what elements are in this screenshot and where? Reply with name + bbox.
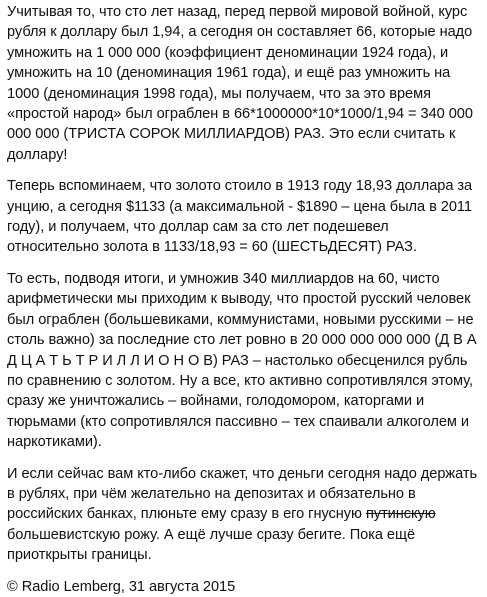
paragraph-1: Учитывая то, что сто лет назад, перед первой мировой войной, курс рубля к доллару был 1,94, а сегодня он составляет 66, которые надо умножить на 1 000 000 (коэффициент деноминации 1924 года), и умножить на 10 (деноминация 1961 года), и ещё раз умножить на 1000 (деноминация 1998 года), мы получаем, что за это время «простой народ» был ограблен в 66*1000000*10*1000/1,94 = 340 000 000 000 (ТРИСТА СОРОК МИЛЛИАРДОВ) РАЗ. Это если считать к доллару! [7,4,473,163]
paragraph-2: Теперь вспоминаем, что золото стоило в 1913 году 18,93 доллара за унцию, а сегодня $1133 (а максимальной - $1890 – цена была в 2011 году), и получаем, что доллар сам за сто лет подешевел относительно золота в 1133/18,93 = 60 (ШЕСТЬДЕСЯТ) РАЗ. [7,178,473,256]
paragraph-3: То есть, подводя итоги, и умножив 340 миллиардов на 60, чисто арифметически мы приходим к выводу, что простой русский человек был ограблен (большевиками, коммунистами, новыми русскими – не столь важно) за последние сто лет ровно в 20 000 000 000 000 (Д В А Д Ц А Т Ь Т Р И Л Л И О Н О В) РАЗ – настолько обесценился рубль по сравнению с золотом. Ну а все, кто активно сопротивлялся этому, сразу же уничтожались – войнами, голодомором, каторгами и тюрьмами (кто сопротивлялся пассивно – тех спаивали алкоголем и наркотиками). [7,270,477,451]
paragraph-4-text-before: И если сейчас вам кто-либо скажет, что деньги сегодня надо держать в рублях, при чём желательно на депозитах и обязательно в российских банках, плюньте ему сразу в его гнусную [7,465,478,523]
struck-word: путинскую [365,506,436,523]
copyright-line: © Radio Lemberg, 31 августа 2015 [7,578,236,595]
paragraph-4-text-after: большевистскую рожу. А ещё лучше сразу бегите. Пока ещё приоткрыты границы. [7,526,416,564]
paragraph-4 [7,464,481,566]
